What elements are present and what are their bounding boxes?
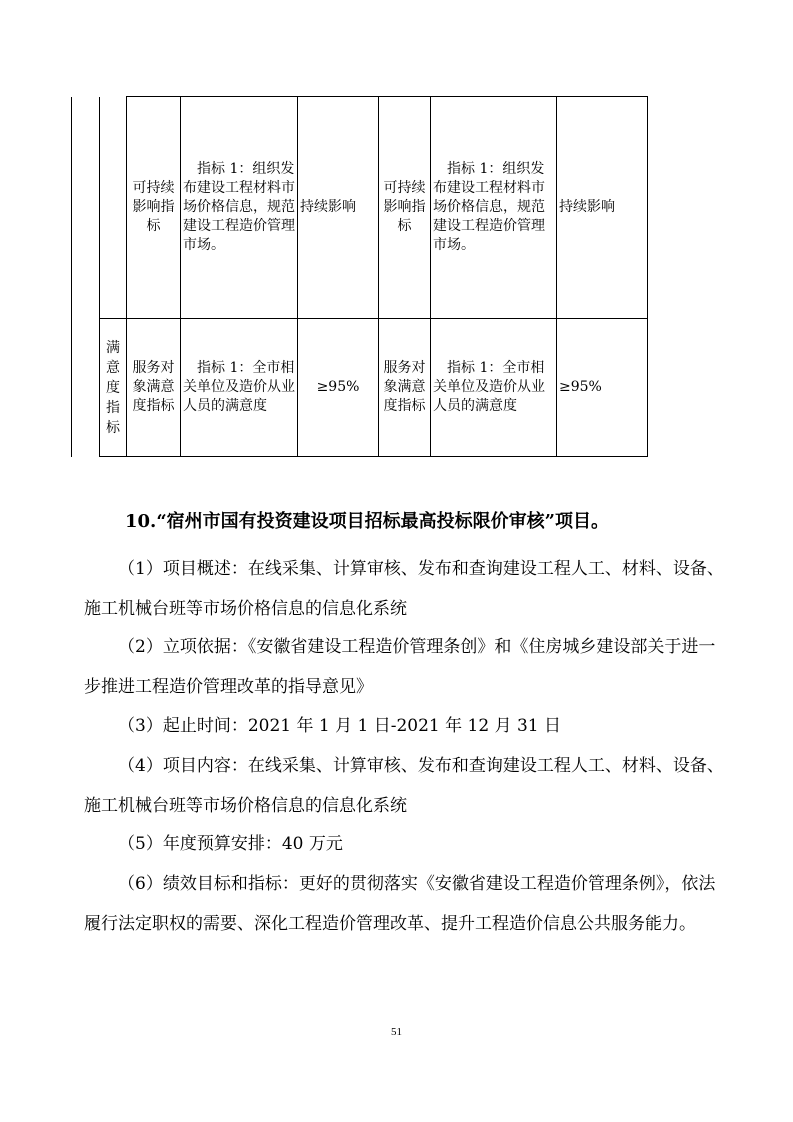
table-cell-satisfaction: 满 意 度 指 标	[100, 319, 127, 457]
table-cell	[72, 97, 100, 319]
table-cell-value: ≥95%	[298, 319, 379, 457]
paragraph-basis: （2）立项依据：《安徽省建设工程造价管理条创》和《住房城乡建设部关于进一步推进工程造价管理改革的指导意见》	[84, 637, 716, 697]
table-cell-category: 服务对象满意度指标	[127, 319, 181, 457]
table-cell-indicator: 指标 1：全市相关单位及造价从业人员的满意度	[181, 319, 298, 457]
paragraph-goals: （6）绩效目标和指标：更好的贯彻落实《安徽省建设工程造价管理条例》，依法履行法定职权的需要、深化工程造价管理改革、提升工程造价信息公共服务能力。	[84, 874, 716, 934]
project-title: 10.“宿州市国有投资建设项目招标最高投标限价审核”项目。	[125, 511, 610, 532]
table-cell-category: 服务对象满意度指标	[379, 319, 431, 457]
table-cell	[72, 319, 100, 457]
table-cell-value: 持续影响	[557, 97, 648, 319]
table-row	[72, 97, 648, 319]
table-cell-value: 持续影响	[298, 97, 379, 319]
table-cell-indicator: 指标 1：组织发布建设工程材料市场价格信息，规范建设工程造价管理市场。	[431, 97, 557, 319]
paragraph-budget: （5）年度预算安排：40 万元	[118, 834, 343, 854]
page-number: 51	[391, 1026, 402, 1038]
table-cell-category: 可持续影响指标	[127, 97, 181, 319]
table-cell-indicator: 指标 1：全市相关单位及造价从业人员的满意度	[431, 319, 557, 457]
paragraph-overview: （1）项目概述：在线采集、计算审核、发布和查询建设工程人工、材料、设备、施工机械台班等市场价格信息的信息化系统	[84, 559, 724, 619]
table-cell-category: 可持续影响指标	[379, 97, 431, 319]
table-cell	[100, 97, 127, 319]
paragraph-content: （4）项目内容：在线采集、计算审核、发布和查询建设工程人工、材料、设备、施工机械台班等市场价格信息的信息化系统	[84, 756, 724, 816]
table-cell-indicator: 指标 1：组织发布建设工程材料市场价格信息，规范建设工程造价管理市场。	[181, 97, 298, 319]
table-row	[72, 319, 648, 457]
performance-table	[71, 96, 648, 457]
table-cell-value: ≥95%	[557, 319, 648, 457]
paragraph-period: （3）起止时间：2021 年 1 月 1 日-2021 年 12 月 31 日	[118, 716, 562, 736]
